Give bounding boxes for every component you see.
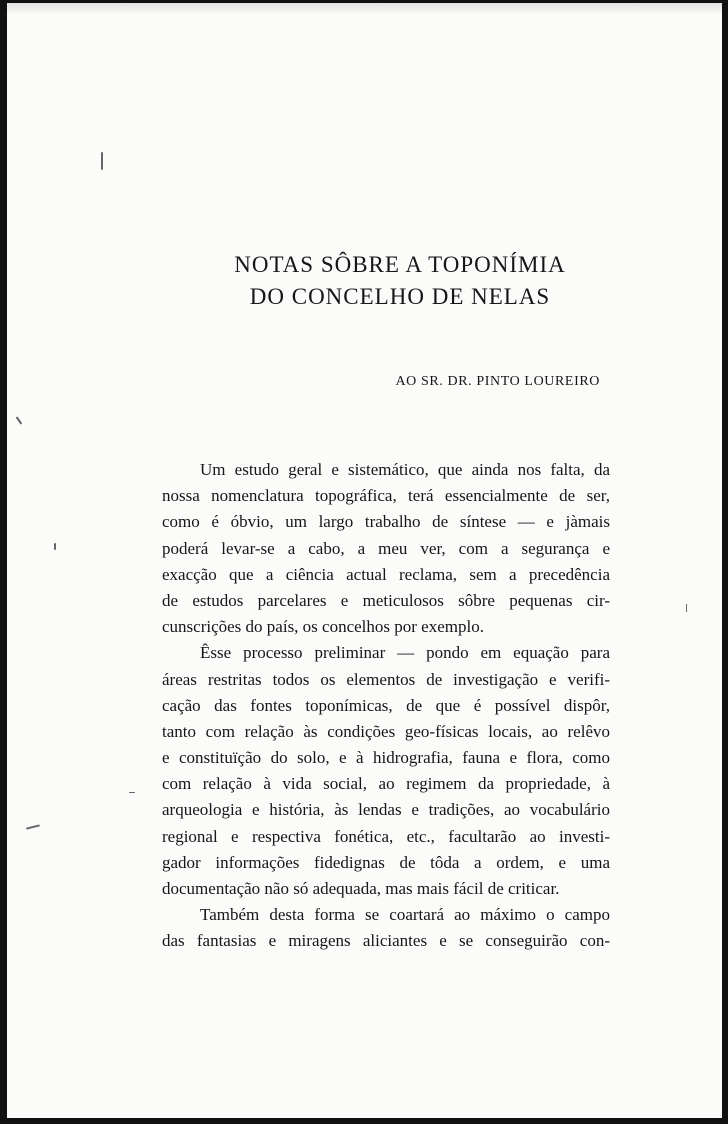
body-line: documentação não só adequada, mas mais fácil de criticar. [162,879,560,898]
body-line: e constituïção do solo, e à hidrografia, fauna e flora, como [162,748,610,768]
body-line: regional e respectiva fonética, etc., facultarão ao investi- [162,826,610,846]
body-line: cação das fontes toponímicas, de que é possível dispôr, [162,695,610,715]
body-line: exacção que a ciência actual reclama, sem a precedência [162,564,610,584]
article-title-line-1: NOTAS SÔBRE A TOPONÍMIA [234,252,566,277]
scan-border-right [722,0,728,1124]
body-line: Também desta forma se coartará ao máximo o campo [200,905,610,925]
scan-speck [16,416,23,425]
scan-speck [101,152,103,170]
scan-border-left [0,0,7,1124]
body-line: de estudos parcelares e meticulosos sôbre pequenas cir- [162,590,610,610]
body-line: poderá levar-se a cabo, a meu ver, com a segurança e [162,538,610,558]
body-line: Um estudo geral e sistemático, que ainda nos falta, da [200,460,610,479]
body-line: como é óbvio, um largo trabalho de síntese — e jàmais [162,512,610,532]
article-title-line-2: DO CONCELHO DE NELAS [249,284,551,309]
dedication: AO SR. DR. PINTO LOUREIRO [395,374,600,389]
body-line: tanto com relação às condições geo-físicas locais, ao relêvo [162,721,610,741]
body-text [162,457,610,955]
body-line: cunscrições do país, os concelhos por exemplo. [162,617,484,637]
body-line: Êsse processo preliminar — pondo em equação para [200,643,610,663]
scan-border-bottom [0,1118,728,1124]
body-line: áreas restritas todos os elementos de investigação e verifi- [162,669,610,689]
body-line: gador informações fidedignas de tôda a ordem, e uma [162,852,610,872]
scan-speck [54,543,56,550]
body-line: das fantasias e miragens aliciantes e se conseguirão con- [162,931,610,951]
body-line: arqueologia e história, às lendas e tradições, ao vocabulário [162,800,610,820]
scan-speck [26,824,40,829]
scan-speck [129,792,135,793]
scan-speck [686,604,687,612]
scan-shadow [0,3,728,15]
body-line: nossa nomenclatura topográfica, terá essencialmente de ser, [162,486,610,506]
body-line: com relação à vida social, ao regimem da propriedade, à [162,774,610,794]
